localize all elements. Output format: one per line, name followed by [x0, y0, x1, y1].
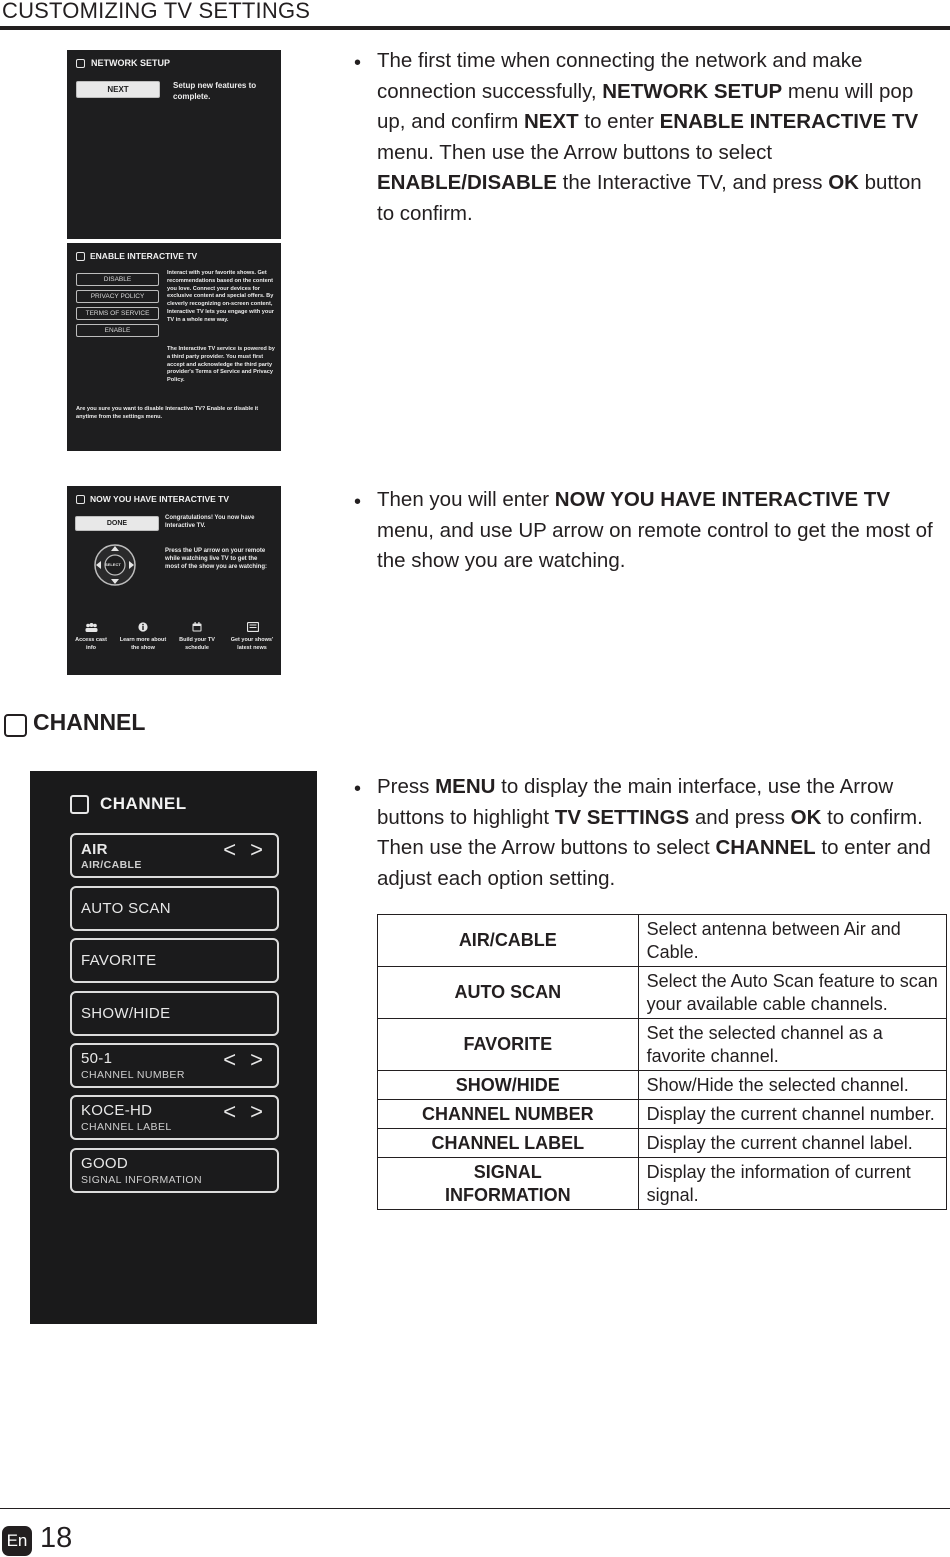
table-term: SHOW/HIDE: [378, 1071, 639, 1100]
table-description: Show/Hide the selected channel.: [638, 1071, 946, 1100]
table-row: [378, 1158, 947, 1210]
section-title: CHANNEL: [33, 709, 146, 735]
network-setup-instructions: The first time when connecting the network and make connection successfully, NETWORK SETUP menu will pop up, and confirm NEXT to enter ENABLE INTERACTIVE TV menu. Then use the Arrow buttons to select ENABLE/DISABLE the Interactive TV, and press OK button to confirm.: [377, 49, 922, 225]
enable-interactive-title: ENABLE INTERACTIVE TV: [90, 251, 198, 261]
next-button[interactable]: NEXT: [76, 81, 160, 98]
table-term: AUTO SCAN: [378, 967, 639, 1019]
table-term: CHANNEL LABEL: [378, 1129, 639, 1158]
menu-item-label: SIGNAL INFORMATION: [81, 1174, 202, 1186]
disable-button[interactable]: DISABLE: [76, 273, 159, 286]
network-setup-title: NETWORK SETUP: [91, 58, 171, 68]
table-row: [378, 1019, 947, 1071]
table-row: [378, 1100, 947, 1129]
third-party-notice: The Interactive TV service is powered by a third party provider. You must first accept and acknowledge the third party provider's Terms of Service and Privacy Policy.: [167, 346, 275, 384]
menu-item-value: FAVORITE: [81, 952, 157, 969]
menu-item-label: CHANNEL LABEL: [81, 1121, 172, 1133]
menu-item-label: AIR/CABLE: [81, 859, 142, 871]
up-arrow-instructions: Press the UP arrow on your remote while watching live TV to get the most of the show you are watching:: [165, 548, 268, 570]
menu-item-value: KOCE-HD: [81, 1102, 153, 1119]
feature-build-schedule: Build your TV schedule: [179, 637, 215, 651]
interactive-description: Interact with your favorite shows. Get recommendations based on the content you love. Connect your devices for exclusive content and special offers. By cleverly recognizing on-screen content, Interactive TV lets you engage with your TV in a whole new way.: [167, 270, 274, 323]
privacy-policy-button[interactable]: PRIVACY POLICY: [76, 290, 159, 303]
people-icon: [85, 623, 98, 632]
checkbox-icon: [76, 252, 85, 261]
network-setup-message: Setup new features to complete.: [173, 81, 257, 101]
page-number: 18: [40, 1522, 73, 1554]
menu-item-value: AIR: [81, 841, 108, 858]
language-badge: En: [2, 1526, 32, 1556]
now-interactive-title: NOW YOU HAVE INTERACTIVE TV: [90, 494, 230, 504]
disable-question: Are you sure you want to disable Interactive TV? Enable or disable it anytime from the settings menu.: [76, 406, 259, 420]
left-right-arrows-icon: < >: [223, 1047, 267, 1072]
table-row: [378, 1071, 947, 1100]
done-button[interactable]: DONE: [75, 516, 159, 531]
table-term: FAVORITE: [378, 1019, 639, 1071]
menu-item-value: AUTO SCAN: [81, 900, 171, 917]
congratulations-text: Congratulations! You now have Interactive TV.: [165, 515, 255, 529]
interactive-tv-instructions: Then you will enter NOW YOU HAVE INTERACTIVE TV menu, and use UP arrow on remote control to get the most of the show you are watching.: [377, 488, 933, 572]
info-icon: [138, 622, 148, 632]
terms-of-service-button[interactable]: TERMS OF SERVICE: [76, 307, 159, 320]
table-description: Display the current channel number.: [638, 1100, 946, 1129]
bullet-icon: •: [354, 491, 362, 513]
table-row: [378, 1129, 947, 1158]
menu-item-favorite[interactable]: [70, 938, 279, 983]
checkbox-icon: [76, 59, 85, 68]
table-description: Display the information of current signal.: [638, 1158, 946, 1210]
bullet-icon: •: [354, 778, 362, 800]
news-icon: [247, 622, 259, 632]
page-header-title: CUSTOMIZING TV SETTINGS: [2, 0, 311, 23]
calendar-icon: [192, 622, 202, 632]
table-row: [378, 967, 947, 1019]
bullet-icon: •: [354, 52, 362, 74]
menu-item-label: CHANNEL NUMBER: [81, 1069, 185, 1081]
channel-instructions: Press MENU to display the main interface, use the Arrow buttons to highlight TV SETTINGS and press OK to confirm. Then use the Arrow buttons to select CHANNEL to enter and adjust each option setting.: [377, 775, 931, 890]
checkbox-icon: [76, 495, 85, 504]
feature-learn-more: Learn more about the show: [119, 637, 167, 651]
left-right-arrows-icon: < >: [223, 837, 267, 862]
menu-item-air[interactable]: [70, 833, 279, 878]
menu-item-value: GOOD: [81, 1155, 129, 1172]
menu-item-value: SHOW/HIDE: [81, 1005, 171, 1022]
table-term: CHANNEL NUMBER: [378, 1100, 639, 1129]
select-label: SELECT: [105, 562, 121, 567]
checkbox-icon: [70, 795, 89, 814]
table-description: Select the Auto Scan feature to scan your available cable channels.: [638, 967, 946, 1019]
now-interactive-screen: [67, 486, 281, 675]
table-description: Display the current channel label.: [638, 1129, 946, 1158]
footer-rule: [0, 1508, 950, 1509]
table-description: Select antenna between Air and Cable.: [638, 915, 946, 967]
channel-menu-title: CHANNEL: [100, 794, 187, 813]
channel-menu-screen: [30, 771, 317, 1324]
table-description: Set the selected channel as a favorite channel.: [638, 1019, 946, 1071]
table-row: [378, 915, 947, 967]
left-right-arrows-icon: < >: [223, 1099, 267, 1124]
feature-latest-news: Get your shows' latest news: [230, 637, 274, 651]
enable-button[interactable]: ENABLE: [76, 324, 159, 337]
menu-item-signal-information[interactable]: [70, 1148, 279, 1193]
menu-item-show-hide[interactable]: [70, 991, 279, 1036]
channel-options-table: [377, 914, 947, 1210]
menu-item-channel-label[interactable]: [70, 1095, 279, 1140]
table-term: AIR/CABLE: [378, 915, 639, 967]
menu-item-auto-scan[interactable]: [70, 886, 279, 931]
feature-access-cast-info: Access cast info: [75, 637, 107, 651]
section-checkbox-icon: [4, 714, 27, 737]
header-rule: [0, 26, 950, 30]
table-term: SIGNAL INFORMATION: [378, 1158, 639, 1210]
network-setup-screen: [67, 50, 281, 239]
enable-interactive-screen: [67, 243, 281, 451]
menu-item-channel-number[interactable]: [70, 1043, 279, 1088]
menu-item-value: 50-1: [81, 1050, 113, 1067]
